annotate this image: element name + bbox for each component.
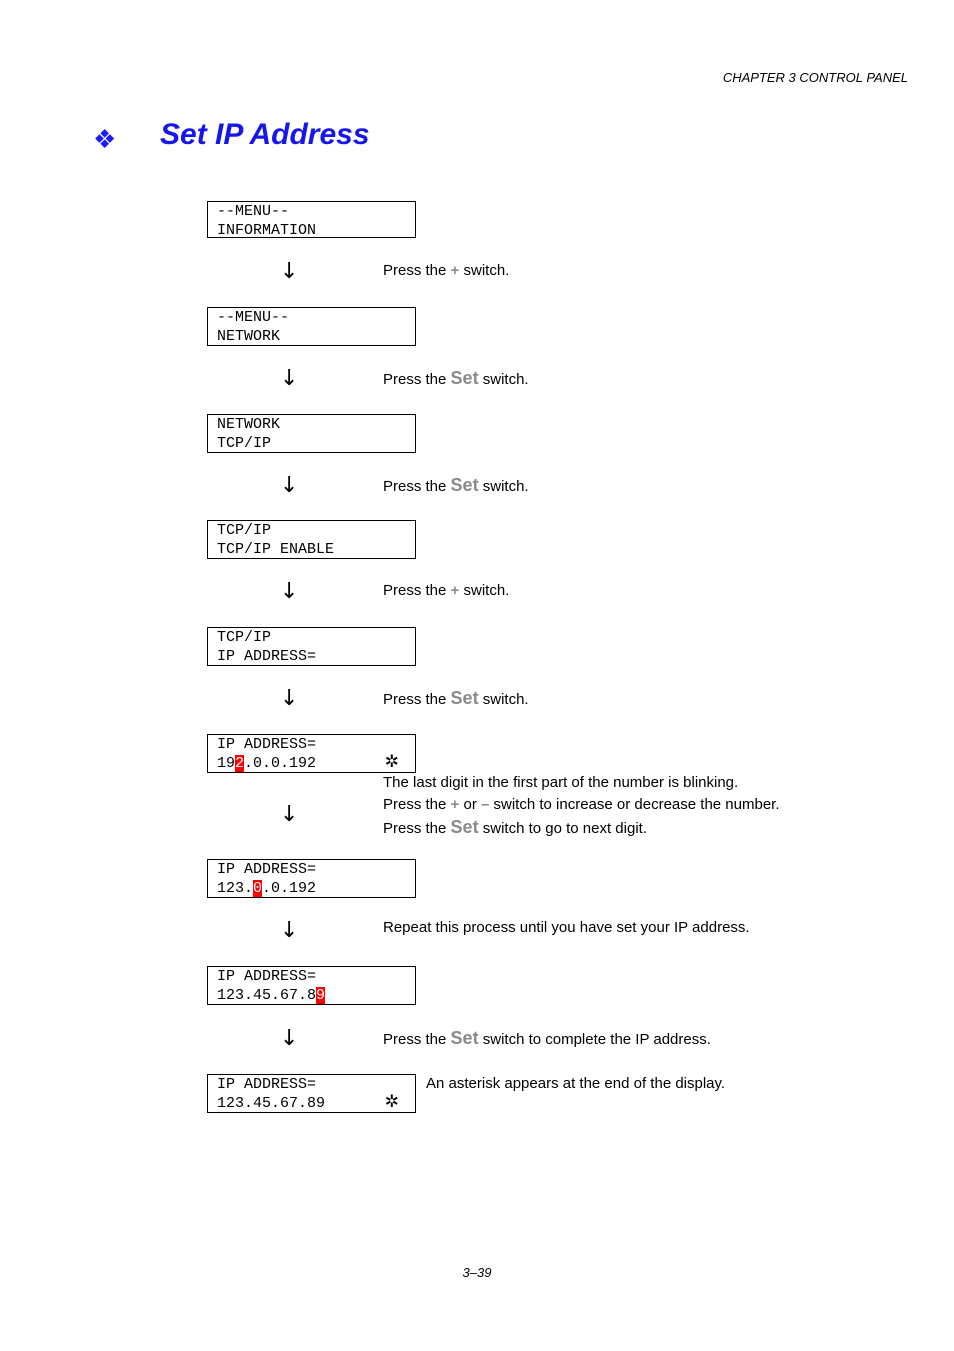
down-arrow-icon: ↓	[280, 802, 299, 827]
lcd-display-tcpip	[207, 414, 416, 453]
instruction-step-8	[383, 1027, 711, 1051]
lcd-line-2: 123.45.67.89	[217, 1095, 326, 1112]
lcd-display-information	[207, 201, 416, 238]
instruction-text: switch.	[482, 478, 529, 495]
instruction-text: The last digit in the first part of the number is blinking.	[383, 774, 739, 791]
lcd-display-network	[207, 307, 416, 346]
blinking-digit: 9	[316, 987, 326, 1004]
lcd-display-ip-address	[207, 627, 416, 666]
lcd-display-ip-complete	[207, 1074, 416, 1113]
lcd-line-1: NETWORK	[217, 416, 281, 433]
instruction-text: Press the	[383, 820, 447, 837]
instruction-text: Press the	[383, 478, 447, 495]
lcd-line-2: INFORMATION	[217, 222, 317, 239]
lcd-display-ip-editing-first	[207, 734, 416, 773]
instruction-step-6	[383, 772, 780, 840]
lcd-display-ip-editing-second	[207, 859, 416, 898]
down-arrow-icon: ↓	[280, 366, 299, 391]
lcd-digits: .0.192	[262, 880, 317, 897]
instruction-step-3	[383, 474, 529, 498]
set-key-label: Set	[450, 1028, 479, 1048]
instruction-text: Press the	[383, 1031, 447, 1048]
lcd-display-tcpip-enable	[207, 520, 416, 559]
asterisk-icon: ✲	[384, 1092, 399, 1112]
lcd-line-1: IP ADDRESS=	[217, 968, 317, 985]
lcd-line-1: IP ADDRESS=	[217, 736, 317, 753]
lcd-line-2: TCP/IP ENABLE	[217, 541, 335, 558]
lcd-line-2	[217, 879, 415, 898]
instruction-text: or	[463, 796, 477, 813]
set-key-label: Set	[450, 688, 479, 708]
instruction-text: Press the	[383, 371, 447, 388]
lcd-digits: 19	[217, 755, 236, 772]
final-note: An asterisk appears at the end of the display.	[426, 1075, 726, 1092]
chapter-header: CHAPTER 3 CONTROL PANEL	[722, 70, 908, 85]
lcd-display-ip-editing-last	[207, 966, 416, 1005]
lcd-line-2: IP ADDRESS=	[217, 648, 317, 665]
lcd-line-1: --MENU--	[217, 203, 290, 220]
instruction-text: switch.	[482, 371, 529, 388]
lcd-digits: 123.	[217, 880, 254, 897]
instruction-step-1	[383, 260, 509, 282]
instruction-text: Press the	[383, 262, 447, 279]
plus-key-label: +	[450, 582, 460, 599]
diamond-bullet-icon: ❖	[93, 124, 117, 154]
asterisk-icon: ✲	[384, 752, 399, 772]
instruction-text: switch.	[463, 582, 510, 599]
set-key-label: Set	[450, 475, 479, 495]
lcd-line-1: --MENU--	[217, 309, 290, 326]
page-title: Set IP Address	[160, 118, 370, 151]
instruction-text: switch.	[463, 262, 510, 279]
lcd-line-1: TCP/IP	[217, 522, 272, 539]
instruction-line	[383, 816, 780, 840]
down-arrow-icon: ↓	[280, 918, 299, 943]
instruction-text: switch to increase or decrease the number.	[493, 796, 780, 813]
minus-key-label: –	[481, 796, 490, 813]
instruction-line	[383, 794, 780, 816]
down-arrow-icon: ↓	[280, 579, 299, 604]
instruction-step-2	[383, 367, 529, 391]
instruction-text: Press the	[383, 582, 447, 599]
instruction-step-7: Repeat this process until you have set your IP address.	[383, 919, 750, 936]
lcd-digits: 123.45.67.8	[217, 987, 317, 1004]
lcd-digits: .0.0.192	[244, 755, 317, 772]
lcd-line-2	[217, 986, 415, 1005]
plus-key-label: +	[450, 796, 460, 813]
down-arrow-icon: ↓	[280, 1026, 299, 1051]
lcd-line-2: TCP/IP	[217, 435, 272, 452]
down-arrow-icon: ↓	[280, 686, 299, 711]
lcd-line-2: NETWORK	[217, 328, 281, 345]
blinking-digit: 2	[235, 755, 245, 772]
instruction-text: switch.	[482, 691, 529, 708]
page-number: 3–39	[462, 1265, 492, 1280]
set-key-label: Set	[450, 368, 479, 388]
plus-key-label: +	[450, 262, 460, 279]
blinking-digit: 0	[253, 880, 263, 897]
lcd-line-1: IP ADDRESS=	[217, 1076, 317, 1093]
lcd-line-1: IP ADDRESS=	[217, 861, 317, 878]
instruction-step-4	[383, 580, 509, 602]
set-key-label: Set	[450, 817, 479, 837]
down-arrow-icon: ↓	[280, 259, 299, 284]
instruction-text: Press the	[383, 691, 447, 708]
instruction-text: Press the	[383, 796, 447, 813]
instruction-text: switch to go to next digit.	[482, 820, 647, 837]
instruction-step-5	[383, 687, 529, 711]
down-arrow-icon: ↓	[280, 473, 299, 498]
lcd-line-1: TCP/IP	[217, 629, 272, 646]
instruction-text: switch to complete the IP address.	[482, 1031, 711, 1048]
